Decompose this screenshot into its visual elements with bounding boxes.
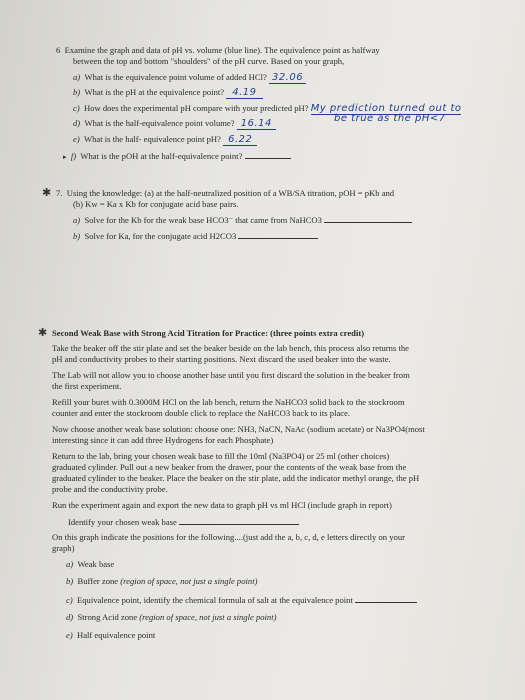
q6e-text: What is the half- equivalence point pH? xyxy=(83,134,221,144)
list-item xyxy=(66,612,276,623)
q7b-line xyxy=(73,230,318,242)
list-item xyxy=(66,559,114,570)
q6b-line xyxy=(73,87,263,98)
para1-line-1: Take the beaker off the stir plate and set the beaker beside on the lab bench, this process also returns the xyxy=(52,343,409,353)
graph-instr-line-2: graph) xyxy=(52,543,75,553)
q7a-answer-blank[interactable] xyxy=(324,214,412,223)
para4-line-1: Now choose another weak base solution: choose one: NH3, NaCN, NaAc (sodium acetate) or Na3PO4(most xyxy=(52,424,425,434)
star-icon: ✱ xyxy=(38,326,48,339)
q6f-line xyxy=(63,150,291,163)
q7a-line xyxy=(73,214,412,226)
q6a-answer: 32.06 xyxy=(269,72,306,84)
q6-intro-line-2: between the top and bottom "shoulders" of the pH curve. Based on your graph, xyxy=(73,56,345,66)
q7a-label: a) xyxy=(73,215,81,225)
q6-intro-line-1 xyxy=(56,45,380,56)
q7-intro-line-1 xyxy=(56,188,394,199)
section-heading: Second Weak Base with Strong Acid Titration for Practice: (three points extra credit) xyxy=(52,328,365,338)
q6e-answer: 6.22 xyxy=(223,134,257,146)
item-text: Equivalence point, identify the chemical formula of salt at the equivalence point xyxy=(76,595,353,605)
bullet-mark: ▸ xyxy=(63,153,67,161)
q6-number: 6 xyxy=(56,45,61,55)
para4-line-2: interesting since it can add three Hydrogens for each Phosphate) xyxy=(52,435,274,445)
para2-line-2: the first experiment. xyxy=(52,381,122,391)
q6a-line xyxy=(73,72,306,83)
q6d-text: What is the half-equivalence point volume? xyxy=(84,118,235,128)
q6b-text: What is the pH at the equivalence point? xyxy=(84,87,225,97)
q7b-label: b) xyxy=(73,231,81,241)
q7b-answer-blank[interactable] xyxy=(238,230,318,239)
q6c-answer-1: My prediction turned out to xyxy=(310,103,462,114)
q6d-answer: 16.14 xyxy=(237,118,276,130)
para5-line-2: graduated cylinder. Pull out a new beaker from the drawer, pour the contents of the weak base from the xyxy=(52,462,407,472)
para5-line-4: probe and the conductivity probe. xyxy=(52,484,168,494)
item-label: a) xyxy=(66,559,74,569)
q6a-text: What is the equivalence point volume of added HCl? xyxy=(84,72,267,82)
salt-formula-blank[interactable] xyxy=(355,594,417,603)
item-note: (region of space, not just a single point) xyxy=(120,576,258,586)
q7-number: 7. xyxy=(56,188,63,198)
para3-line-1: Refill your buret with 0.3000M HCl on the lab bench, return the NaHCO3 solid back to the stockroom xyxy=(52,397,405,407)
q6b-label: b) xyxy=(73,87,81,97)
list-item xyxy=(66,576,257,587)
para5-line-1: Return to the lab, bring your chosen weak base to fill the 10ml (Na3PO4) or 25 ml (other choices) xyxy=(52,451,390,461)
q6b-answer: 4.19 xyxy=(226,87,262,99)
list-item xyxy=(66,630,155,641)
star-icon: ✱ xyxy=(42,186,52,199)
identify-text: Identify your chosen weak base xyxy=(68,517,177,527)
q7-intro-line-2: (b) Kw = Ka x Kb for conjugate acid base pairs. xyxy=(73,199,239,209)
q6c-label: c) xyxy=(73,103,80,113)
item-label: d) xyxy=(66,612,74,622)
identify-answer-blank[interactable] xyxy=(179,516,299,525)
para5-line-3: graduated cylinder to the beaker. Place the beaker on the stir plate, add the indicator methyl orange, the pH xyxy=(52,473,420,483)
list-item xyxy=(66,594,417,606)
item-text: Half equivalence point xyxy=(76,630,156,640)
q6d-line xyxy=(73,118,276,129)
q6a-label: a) xyxy=(73,72,81,82)
item-label: b) xyxy=(66,576,74,586)
para6-line: Run the experiment again and export the new data to graph pH vs ml HCl (include graph in report) xyxy=(52,500,392,510)
item-text: Strong Acid zone xyxy=(77,612,138,622)
q6c-answer-2: be true as the pH<7 xyxy=(334,113,446,124)
q7b-text: Solve for Ka, for the conjugate acid H2CO3 xyxy=(84,231,237,241)
q6f-answer-blank[interactable] xyxy=(245,150,291,159)
q7a-text: Solve for the Kb for the weak base HCO3⁻ that came from NaHCO3 xyxy=(84,215,322,225)
q6-intro-text-1: Examine the graph and data of pH vs. volume (blue line). The equivalence point as halfway xyxy=(64,45,380,55)
graph-instr-line-1: On this graph indicate the positions for the following....(just add the a, b, c, d, e letters directly on your xyxy=(52,532,405,542)
item-label: e) xyxy=(66,630,73,640)
identify-line xyxy=(68,516,299,528)
q6e-line xyxy=(73,134,257,145)
para2-line-1: The Lab will not allow you to choose another base until you first discard the solution in the beaker from xyxy=(52,370,410,380)
q6d-label: d) xyxy=(73,118,81,128)
q6c-text: How does the experimental pH compare with your predicted pH? xyxy=(83,103,309,113)
item-note: (region of space, not just a single point) xyxy=(139,612,277,622)
item-text: Weak base xyxy=(77,559,115,569)
item-text: Buffer zone xyxy=(77,576,119,586)
item-label: c) xyxy=(66,595,73,605)
q6f-label: f) xyxy=(70,151,77,161)
para3-line-2: counter and enter the stockroom double click to replace the NaHCO3 back to its place. xyxy=(52,408,351,418)
q6e-label: e) xyxy=(73,134,80,144)
q7-intro-text-1: Using the knowledge: (a) at the half-neutralized position of a WB/SA titration, pOH = pKb and xyxy=(66,188,395,198)
para1-line-2: pH and conductivity probes to their starting positions. Next discard the used beaker into the waste. xyxy=(52,354,391,364)
q6f-text: What is the pOH at the half-equivalence point? xyxy=(80,151,243,161)
